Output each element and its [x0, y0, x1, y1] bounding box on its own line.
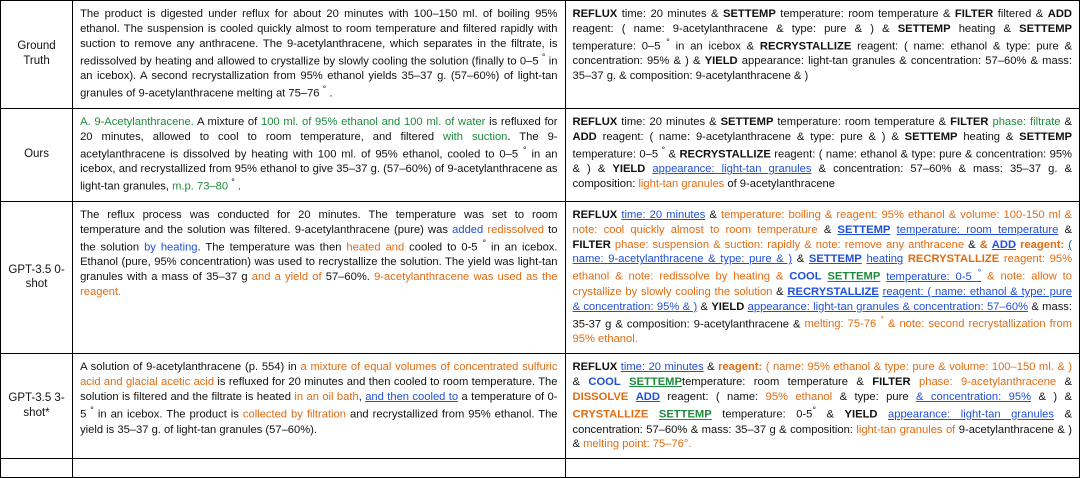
row-text-gpt35-3shot: A solution of 9-acetylanthracene (p. 554) in a mixture of equal volumes of concentrated sulfuric acid and glacial acetic acid is refluxed for 20 minutes and then cooled to room temperature. The solution is filtered and the filtrate is heated in an oil bath, and then cooled to a temperature of 0-5 ° in an icebox. The product is collected by filtration and recrystallized from 95% ethanol. The yield is 35–37 g. of light-tan granules (57–60%). [73, 354, 565, 459]
row-text-ground-truth: The product is digested under reflux for about 20 minutes with 100–150 ml. of boiling 95% ethanol. The suspension is cooled quickly almost to room temperature and filtered rapidly with suction to remove any anthracene. The 9-acetylanthracene, which separates in the filtrate, is redissolved by heating and allowed to crystallize by slowly cooling the solution (finally to 0–5 ° in an icebox). A second recrystallization from 95% ethanol yields 35–37 g. (57–60%) of light-tan granules of 9-acetylanthracene melting at 75–76 ° . [73, 1, 565, 109]
row-text-partial [73, 459, 565, 478]
row-label-gpt35-0shot: GPT-3.5 0-shot [1, 201, 73, 353]
row-struct-partial [565, 459, 1079, 478]
row-struct-gpt35-0shot: REFLUX time: 20 minutes & temperature: boiling & reagent: 95% ethanol & volume: 100-150 ml & note: cool quickly almost to room temperature & SETTEMP temperature: room temperature & FILTER phase: suspension & suction: rapidly & note: remove any anthracene & & ADD reagent: ( name: 9-acetylanthracene & type: pure & ) & SETTEMP heating RECRYSTALLIZE reagent: 95% ethanol & note: redissolve by heating & COOL SETTEMP temperature: 0-5 ° & note: allow to crystallize by slowly cooling the solution & RECRYSTALLIZE reagent: ( name: ethanol & type: pure & concentration: 95% & ) & YIELD appearance: light-tan granules & concentration: 57–60% & mass: 35-37 g & composition: 9-acetylanthracene & melting: 75-76 ° & note: second recrystallization from 95% ethanol. [565, 201, 1079, 353]
table-row-partial [1, 459, 1080, 478]
row-label-ground-truth: Ground Truth [1, 1, 73, 109]
row-text-gpt35-0shot: The reflux process was conducted for 20 minutes. The temperature was set to room temperature and the solution was filtered. 9-acetylanthracene (pure) was added redissolved to the solution by heating. The temperature was then heated and cooled to 0-5 ° in an icebox. Ethanol (pure, 95% concentration) was used to recrystallize the solution. The yield was light-tan granules with a mass of 35–37 g and a yield of 57–60%. 9-acetylanthracene was used as the reagent. [73, 201, 565, 353]
row-struct-ground-truth: REFLUX time: 20 minutes & SETTEMP temperature: room temperature & FILTER filtered & ADD reagent: ( name: 9-acetylanthracene & type: pure & ) & SETTEMP heating & SETTEMP temperature: 0–5 ° in an icebox & RECRYSTALLIZE reagent: ( name: ethanol & type: pure & concentration: 95% & ) & YIELD appearance: light-tan granules & concentration: 57–60% & mass: 35–37 g. & composition: 9-acetylanthracene & ) [565, 1, 1079, 109]
row-label-ours: Ours [1, 108, 73, 201]
table-row [1, 201, 1080, 353]
table-row [1, 1, 1080, 109]
row-label-partial [1, 459, 73, 478]
table-row [1, 354, 1080, 459]
row-label-gpt35-3shot: GPT-3.5 3-shot* [1, 354, 73, 459]
row-struct-gpt35-3shot: REFLUX time: 20 minutes & reagent: ( name: 95% ethanol & type: pure & volume: 100–150 ml. & ) & COOL SETTEMPtemperature: room temperature & FILTER phase: 9-acetylanthracene & DISSOLVE ADD reagent: ( name: 95% ethanol & type: pure & concentration: 95% & ) & CRYSTALLIZE SETTEMP temperature: 0-5° & YIELD appearance: light-tan granules & concentration: 57–60% & mass: 35–37 g & composition: light-tan granules of 9-acetylanthracene & ) & melting point: 75–76°. [565, 354, 1079, 459]
table-row [1, 108, 1080, 201]
row-text-ours: A. 9-Acetylanthracene. A mixture of 100 ml. of 95% ethanol and 100 ml. of water is refluxed for 20 minutes, allowed to cool to room temperature, and filtered with suction. The 9-acetylanthracene is dissolved by heating with 100 ml. of 95% ethanol, cooled to 0–5 ° in an icebox, and recrystallized from 95% ethanol to give 35–37 g. (57–60%) of 9-acetylanthracene as light-tan granules, m.p. 73–80 ° . [73, 108, 565, 201]
row-struct-ours: REFLUX time: 20 minutes & SETTEMP temperature: room temperature & FILTER phase: filtrate & ADD reagent: ( name: 9-acetylanthracene & type: pure & ) & SETTEMP heating & SETTEMP temperature: 0–5 ° & RECRYSTALLIZE reagent: ( name: ethanol & type: pure & concentration: 95% & ) & YIELD appearance: light-tan granules & concentration: 57–60% & mass: 35–37 g. & composition: light-tan granules of 9-acetylanthracene [565, 108, 1079, 201]
